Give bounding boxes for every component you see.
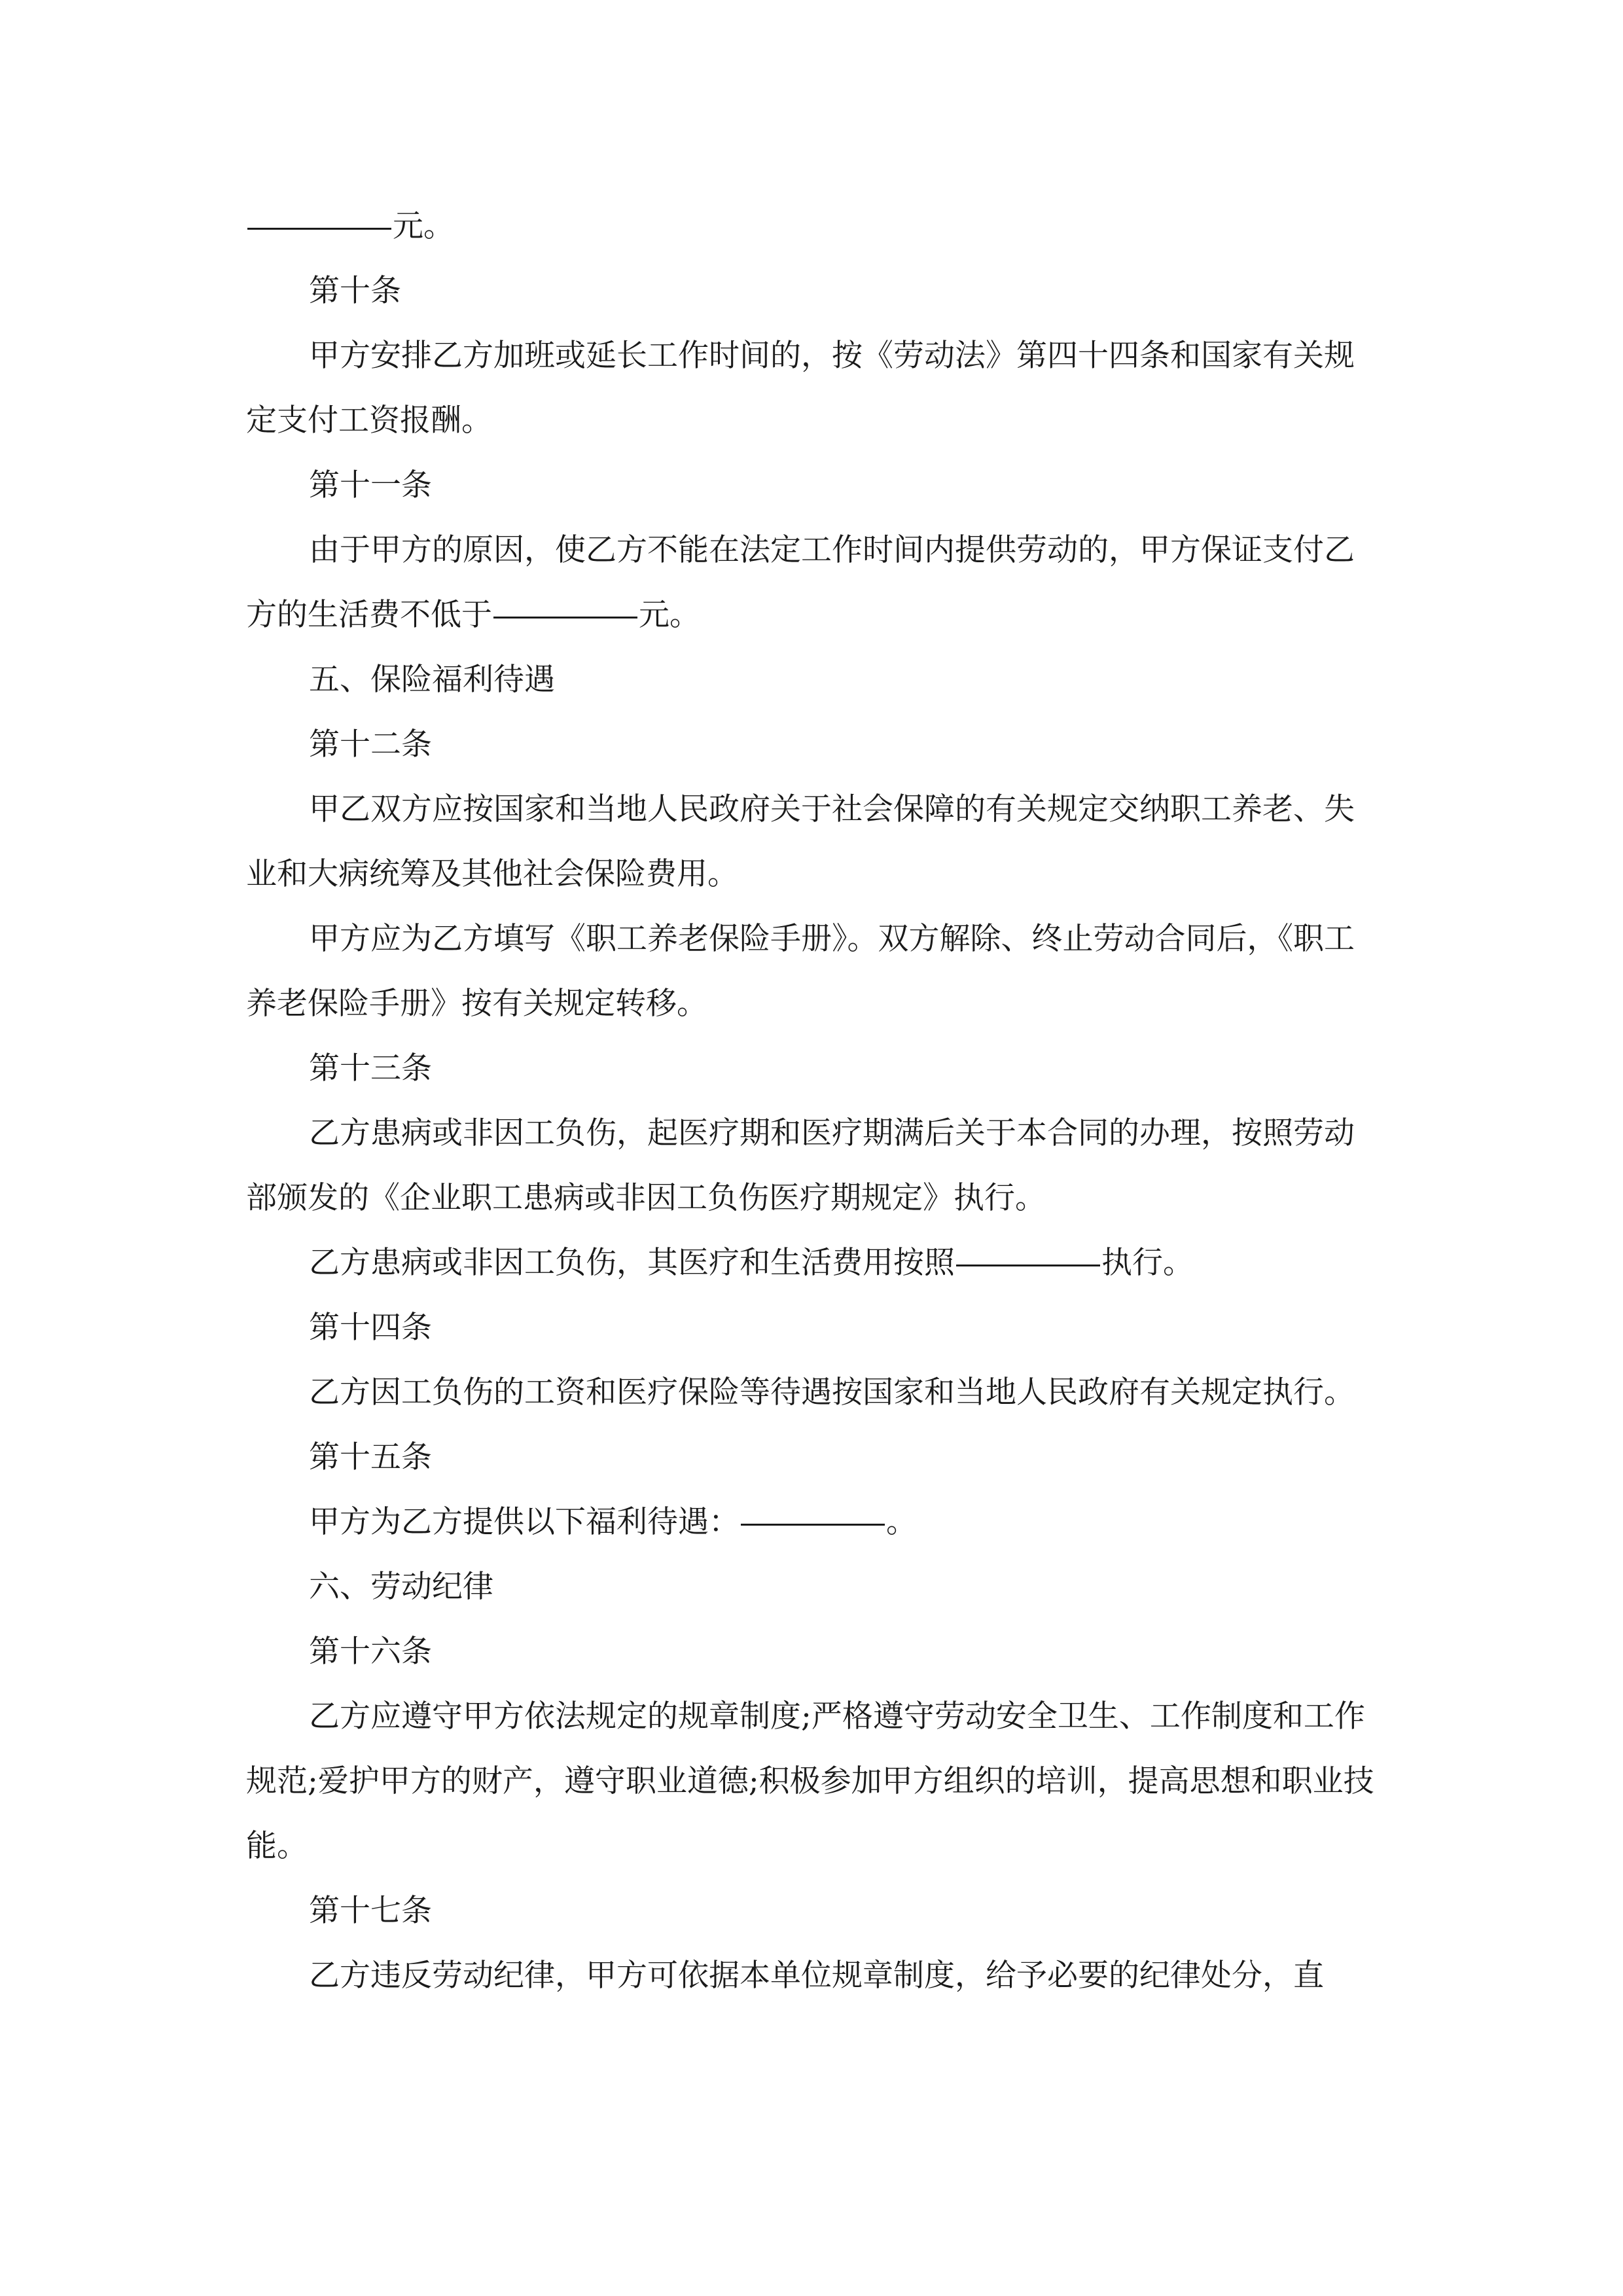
paragraph-social-insurance: 甲乙双方应按国家和当地人民政府关于社会保障的有关规定交纳职工养老、失业和大病统筹及其他社会保险费用。 [246,791,1355,892]
section-heading-discipline: 六、劳动纪律 [309,1569,493,1605]
paragraph-medical-period: 乙方患病或非因工负伤，起医疗期和医疗期满后关于本合同的办理，按照劳动部颁发的《企业职工患病或非因工负伤医疗期规定》执行。 [246,1115,1355,1216]
paragraph-work-injury: 乙方因工负伤的工资和医疗保险等待遇按国家和当地人民政府有关规定执行。 [309,1374,1355,1410]
paragraph-text: 元。 [393,208,454,244]
fill-in-blank[interactable] [493,586,637,619]
paragraph-living-allowance [246,518,1381,647]
article-heading-17: 第十七条 [309,1893,432,1929]
paragraph-rules-compliance: 乙方应遵守甲方依法规定的规章制度;严格遵守劳动安全卫生、工作制度和工作规范;爱护甲方的财产，遵守职业道德;积极参加甲方组织的培训，提高思想和职业技能。 [246,1698,1374,1864]
article-heading-16: 第十六条 [309,1634,432,1670]
section-heading-insurance: 五、保险福利待遇 [309,662,555,698]
paragraph-text: 。 [886,1504,917,1540]
article-heading-13: 第十三条 [309,1050,432,1086]
paragraph-welfare [246,1490,1381,1554]
article-heading-15: 第十五条 [309,1439,432,1475]
paragraph-text: 甲方为乙方提供以下福利待遇： [309,1504,740,1540]
article-heading-11: 第十一条 [309,467,432,503]
article-heading-10: 第十条 [309,273,401,309]
paragraph-text: 乙方患病或非因工负伤，其医疗和生活费用按照 [309,1245,955,1281]
paragraph-amount-line [246,194,1381,259]
paragraph-discipline-violation: 乙方违反劳动纪律，甲方可依据本单位规章制度，给予必要的纪律处分，直 [309,1958,1324,1994]
paragraph-pension-handbook: 甲方应为乙方填写《职工养老保险手册》。双方解除、终止劳动合同后，《职工养老保险手册》按有关规定转移。 [246,921,1355,1022]
paragraph-text: 由于甲方的原因，使乙方不能在法定工作时间内提供劳动的，甲方保证支付乙方的生活费不低于 [246,532,1355,633]
paragraph-overtime-pay: 甲方安排乙方加班或延长工作时间的，按《劳动法》第四十四条和国家有关规定支付工资报酬。 [246,338,1355,439]
document-body [246,194,1381,2008]
fill-in-blank[interactable] [741,1493,885,1526]
paragraph-text: 执行。 [1101,1245,1194,1281]
paragraph-text: 元。 [639,597,700,633]
fill-in-blank[interactable] [247,197,391,230]
article-heading-12: 第十二条 [309,726,432,762]
article-heading-14: 第十四条 [309,1310,432,1346]
fill-in-blank[interactable] [956,1234,1100,1266]
paragraph-medical-expenses [246,1230,1381,1295]
